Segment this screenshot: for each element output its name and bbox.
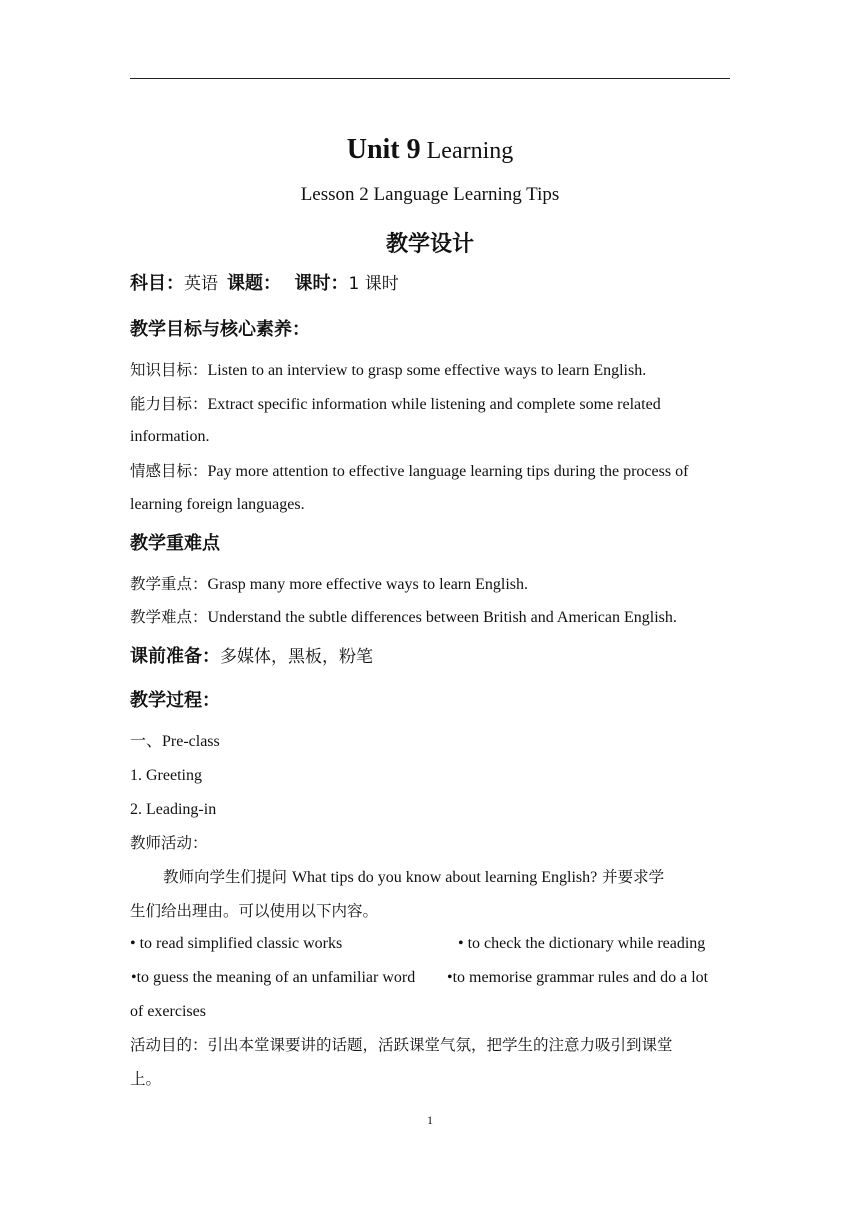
ability-label: 能力目标： bbox=[130, 395, 208, 413]
subject-label: 科目： bbox=[130, 273, 184, 294]
teacher-question-line-2: 生们给出理由。可以使用以下内容。 bbox=[130, 902, 379, 920]
knowledge-text: Listen to an interview to grasp some effective ways to learn English. bbox=[207, 362, 647, 379]
ability-objective bbox=[130, 394, 661, 415]
header-rule bbox=[130, 78, 730, 79]
page-number: 1 bbox=[427, 1113, 433, 1127]
key-label: 教学重点： bbox=[130, 575, 208, 593]
bullet-read-classics: • to read simplified classic works bbox=[130, 935, 343, 952]
unit-title-rest: Learning bbox=[426, 138, 514, 164]
para-1-en: What tips do you know about learning English? bbox=[291, 869, 598, 886]
difficult-label: 教学难点： bbox=[130, 608, 208, 626]
section-pre-class: 一、Pre-class bbox=[130, 733, 220, 750]
ability-text-1: Extract specific information while listening and complete some related bbox=[207, 396, 661, 413]
emotion-text-2: learning foreign languages. bbox=[130, 496, 305, 513]
bullet-memorise-grammar-cont: of exercises bbox=[130, 1003, 206, 1020]
prep-value: 多媒体，黑板，粉笔 bbox=[220, 647, 373, 667]
emotion-objective bbox=[130, 461, 688, 482]
teacher-activity-label: 教师活动： bbox=[130, 834, 208, 852]
design-heading: 教学设计 bbox=[385, 232, 474, 257]
bullet-memorise-grammar: •to memorise grammar rules and do a lot bbox=[447, 969, 709, 986]
emotion-label: 情感目标： bbox=[130, 462, 208, 480]
knowledge-label: 知识目标： bbox=[130, 361, 208, 379]
subject-value: 英语 bbox=[184, 274, 218, 294]
bullet-check-dictionary: • to check the dictionary while reading bbox=[458, 935, 706, 952]
unit-title-bold: Unit 9 bbox=[346, 134, 421, 165]
teacher-question-line bbox=[163, 867, 664, 888]
step-leading-in: 2. Leading-in bbox=[130, 801, 217, 818]
step-greeting: 1. Greeting bbox=[130, 767, 202, 784]
emotion-text-1: Pay more attention to effective language learning tips during the process of bbox=[207, 463, 689, 480]
period-value: 1 课时 bbox=[348, 274, 399, 294]
key-text: Grasp many more effective ways to learn English. bbox=[207, 576, 529, 593]
activity-purpose-line-1: 活动目的：引出本堂课要讲的话题，活跃课堂气氛，把学生的注意力吸引到课堂 bbox=[130, 1036, 673, 1054]
difficult-text: Understand the subtle differences between British and American English. bbox=[207, 609, 677, 626]
preparation-line bbox=[130, 646, 373, 667]
objectives-heading: 教学目标与核心素养： bbox=[130, 319, 310, 340]
key-difficulty-heading: 教学重难点 bbox=[130, 533, 220, 554]
key-point bbox=[130, 574, 528, 595]
para-1-cn-b: 并要求学 bbox=[597, 868, 665, 886]
unit-title bbox=[0, 134, 860, 166]
period-label: 课时： bbox=[294, 273, 349, 294]
activity-purpose-line-2: 上。 bbox=[130, 1070, 162, 1088]
knowledge-objective bbox=[130, 360, 646, 381]
lesson-subtitle: Lesson 2 Language Learning Tips bbox=[300, 184, 560, 205]
topic-label: 课题： bbox=[227, 273, 281, 294]
process-heading: 教学过程： bbox=[130, 690, 220, 711]
meta-line bbox=[130, 273, 399, 294]
ability-text-2: information. bbox=[130, 428, 210, 445]
bullet-guess-meaning: •to guess the meaning of an unfamiliar word bbox=[131, 969, 416, 986]
prep-label: 课前准备： bbox=[130, 646, 220, 667]
difficult-point bbox=[130, 607, 677, 628]
para-1-cn-a: 教师向学生们提问 bbox=[163, 868, 292, 886]
